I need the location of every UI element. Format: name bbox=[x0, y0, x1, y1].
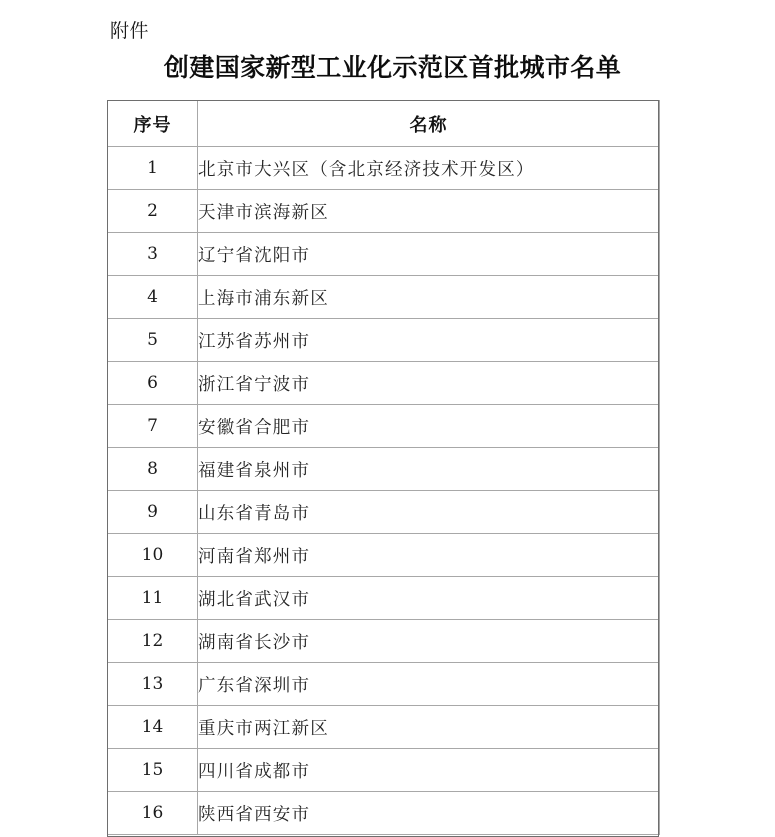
cell-name: 天津市滨海新区 bbox=[198, 190, 660, 233]
cell-name: 辽宁省沈阳市 bbox=[198, 233, 660, 276]
cell-name: 安徽省合肥市 bbox=[198, 405, 660, 448]
table-row bbox=[108, 448, 660, 491]
cell-name: 山东省青岛市 bbox=[198, 491, 660, 534]
table-header-row bbox=[108, 101, 660, 147]
table-row bbox=[108, 233, 660, 276]
cell-name: 福建省泉州市 bbox=[198, 448, 660, 491]
table-row bbox=[108, 577, 660, 620]
page-title: 创建国家新型工业化示范区首批城市名单 bbox=[163, 53, 622, 82]
cell-sequence: 2 bbox=[108, 190, 198, 233]
table-row bbox=[108, 749, 660, 792]
table-row bbox=[108, 405, 660, 448]
cell-name: 广东省深圳市 bbox=[198, 663, 660, 706]
cell-sequence: 3 bbox=[108, 233, 198, 276]
table-row bbox=[108, 362, 660, 405]
table-header bbox=[108, 101, 660, 147]
cell-name: 北京市大兴区（含北京经济技术开发区） bbox=[198, 147, 660, 190]
table-row bbox=[108, 491, 660, 534]
cell-sequence: 5 bbox=[108, 319, 198, 362]
cell-name: 河南省郑州市 bbox=[198, 534, 660, 577]
table-row bbox=[108, 276, 660, 319]
cell-name: 上海市浦东新区 bbox=[198, 276, 660, 319]
cell-sequence: 15 bbox=[108, 749, 198, 792]
cell-name: 湖南省长沙市 bbox=[198, 620, 660, 663]
cell-sequence: 7 bbox=[108, 405, 198, 448]
cell-sequence: 14 bbox=[108, 706, 198, 749]
table-body bbox=[108, 147, 660, 835]
cell-sequence: 1 bbox=[108, 147, 198, 190]
cell-sequence: 9 bbox=[108, 491, 198, 534]
cell-name: 重庆市两江新区 bbox=[198, 706, 660, 749]
attachment-label: 附件 bbox=[110, 20, 150, 42]
cell-name: 湖北省武汉市 bbox=[198, 577, 660, 620]
cell-name: 陕西省西安市 bbox=[198, 792, 660, 835]
cell-name: 江苏省苏州市 bbox=[198, 319, 660, 362]
cell-sequence: 10 bbox=[108, 534, 198, 577]
cell-name: 四川省成都市 bbox=[198, 749, 660, 792]
cell-sequence: 11 bbox=[108, 577, 198, 620]
cell-sequence: 6 bbox=[108, 362, 198, 405]
cell-sequence: 16 bbox=[108, 792, 198, 835]
cell-sequence: 12 bbox=[108, 620, 198, 663]
city-list-table bbox=[107, 100, 660, 835]
table-row bbox=[108, 663, 660, 706]
table-row bbox=[108, 147, 660, 190]
column-header-name: 名称 bbox=[198, 101, 660, 147]
column-header-sequence: 序号 bbox=[108, 101, 198, 147]
cell-sequence: 8 bbox=[108, 448, 198, 491]
cell-sequence: 13 bbox=[108, 663, 198, 706]
table-row bbox=[108, 792, 660, 835]
cell-sequence: 4 bbox=[108, 276, 198, 319]
table-row bbox=[108, 534, 660, 577]
city-list-table-wrapper bbox=[107, 100, 659, 835]
table-row bbox=[108, 620, 660, 663]
table-row bbox=[108, 706, 660, 749]
table-row bbox=[108, 190, 660, 233]
table-row bbox=[108, 319, 660, 362]
cell-name: 浙江省宁波市 bbox=[198, 362, 660, 405]
